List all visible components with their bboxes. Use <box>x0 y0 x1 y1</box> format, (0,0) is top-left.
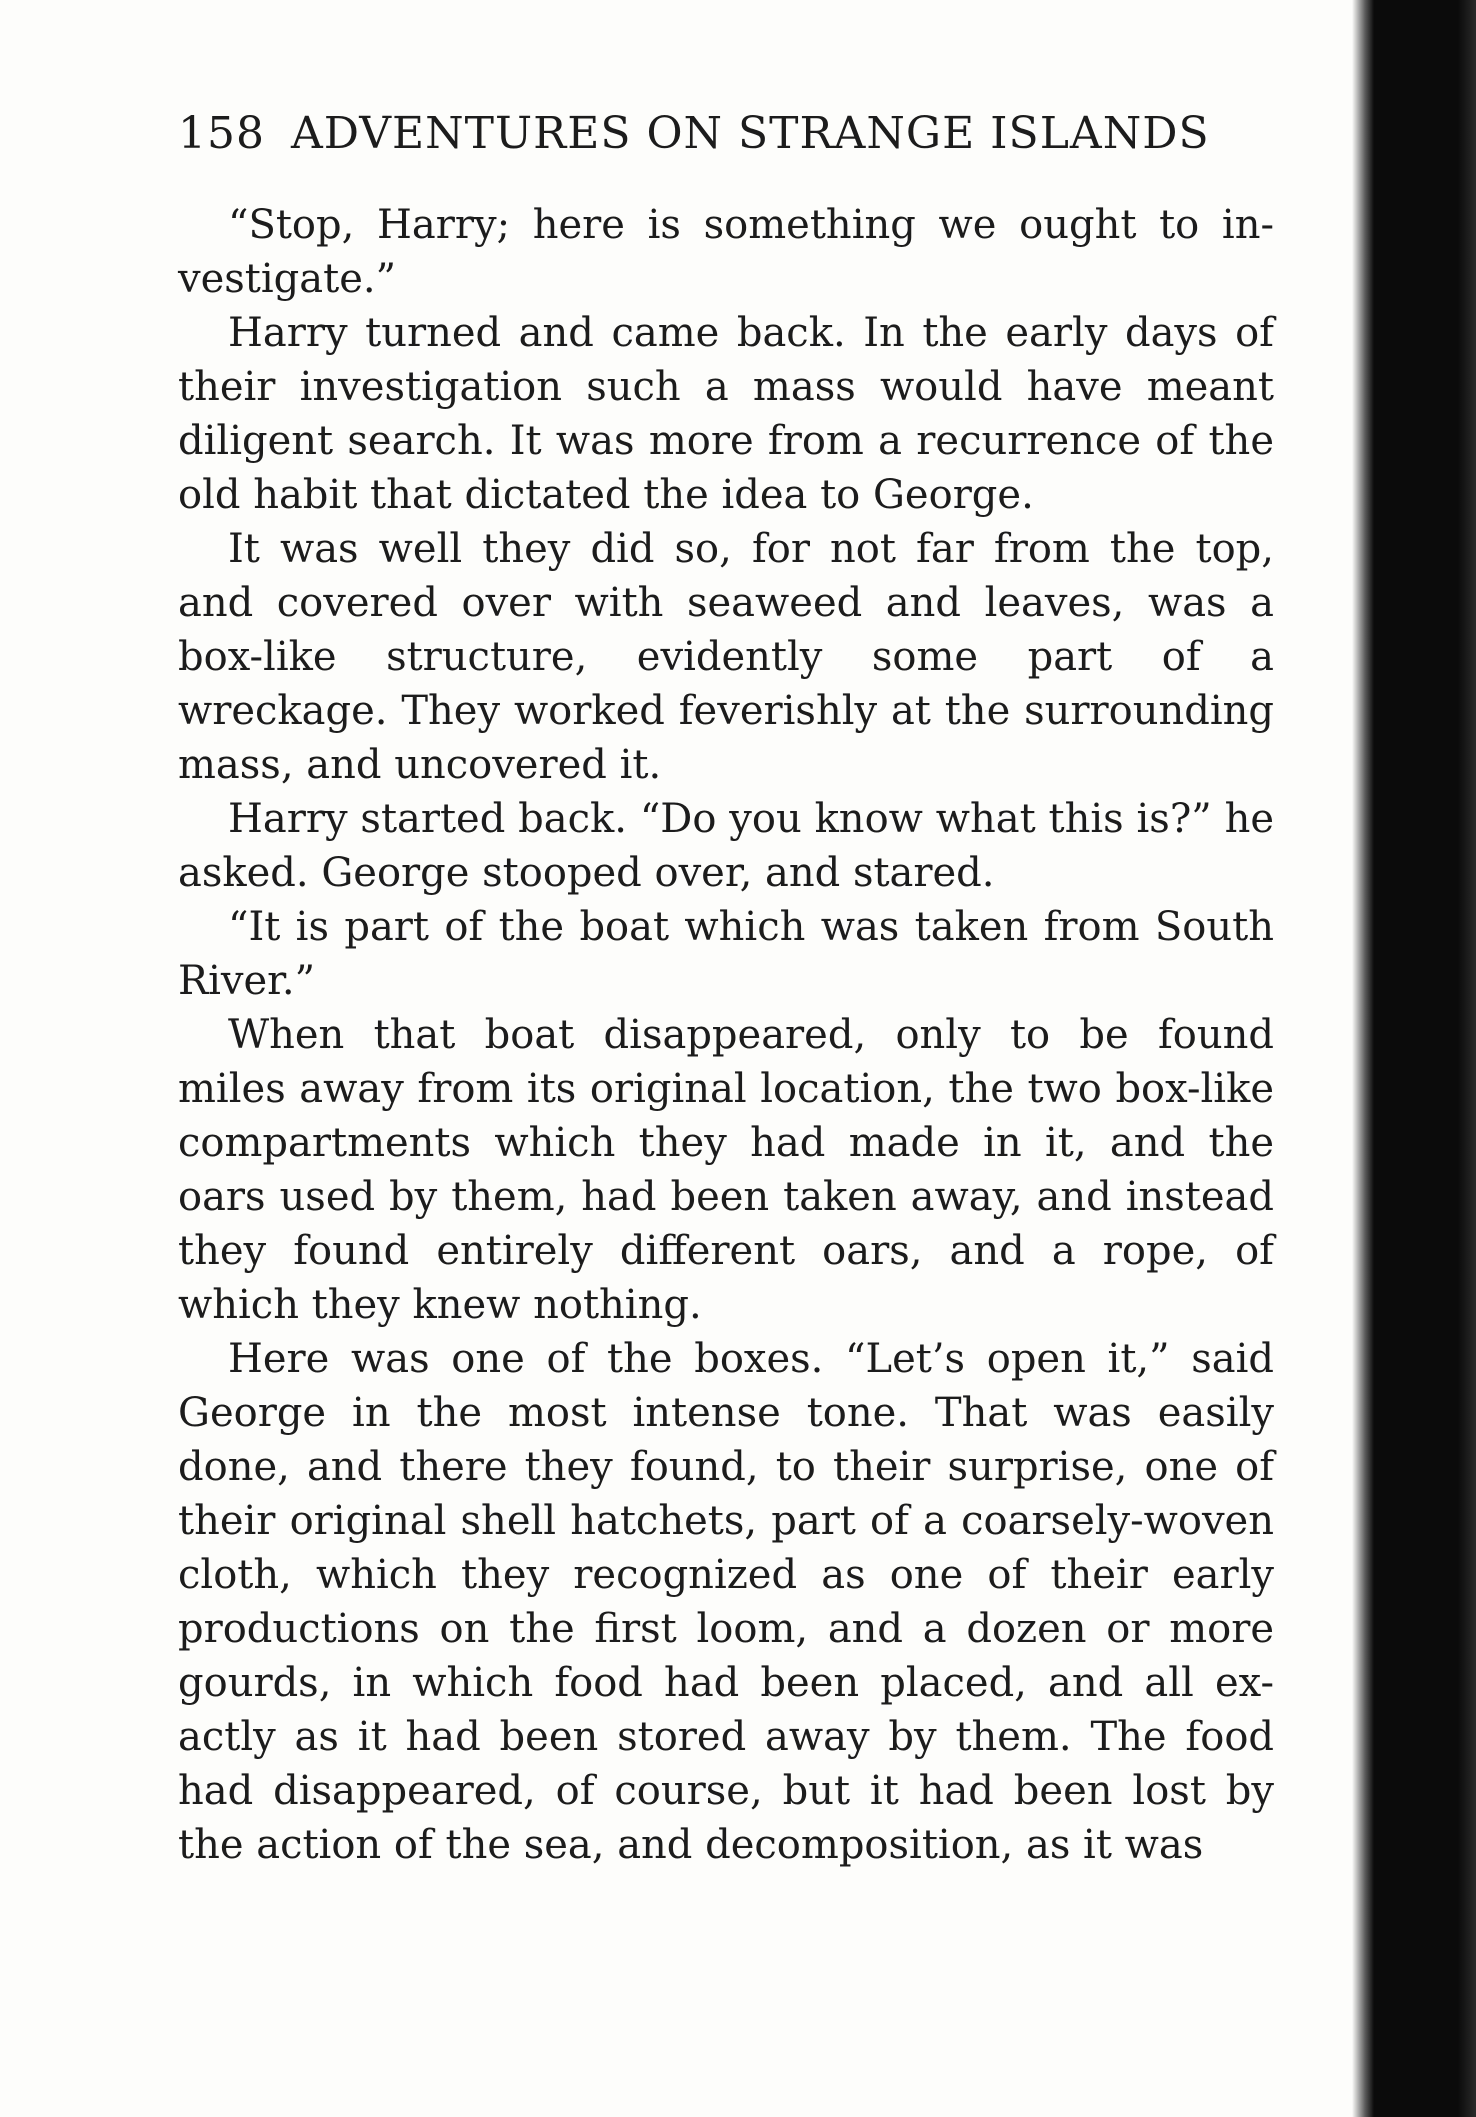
page-number: 158 <box>178 108 265 159</box>
paragraph: “Stop, Harry; here is something we ought to in-vestigate.” <box>178 202 1274 302</box>
running-title: ADVENTURES ON STRANGE ISLANDS <box>290 108 1210 159</box>
paragraph: Harry turned and came back. In the early days of their investigation such a mass would have meant diligent search. It was more from a recurrence of the old habit that dictated the idea to George. <box>178 310 1274 518</box>
paragraph: Here was one of the boxes. “Let’s open it,” said George in the most intense tone. That was easily done, and there they found, to their surprise, one of their original shell hatchets, part of a coarsely-woven cloth, which they recognized as one of their early productions on the first loom, and a dozen or more gourds, in which food had been placed, and all ex-actly as it had been stored away by them. The food had disappeared, of course, but it had been lost by the action of the sea, and decomposition, as it was <box>178 1336 1274 1868</box>
body-text <box>178 198 1274 1872</box>
paragraph: When that boat disappeared, only to be found miles away from its original location, the two box-like compartments which they had made in it, and the oars used by them, had been taken away, and instead they found entirely different oars, and a rope, of which they knew nothing. <box>178 1012 1274 1328</box>
paragraph: It was well they did so, for not far from the top, and covered over with seaweed and leaves, was a box-like structure, evidently some part of a wreckage. They worked feverishly at the surrounding mass, and uncovered it. <box>178 526 1274 788</box>
running-header <box>178 108 1278 159</box>
scanned-binding-edge <box>1352 0 1476 2117</box>
paragraph: Harry started back. “Do you know what this is?” he asked. George stooped over, and stared. <box>178 796 1274 896</box>
paragraph: “It is part of the boat which was taken from South River.” <box>178 904 1274 1004</box>
